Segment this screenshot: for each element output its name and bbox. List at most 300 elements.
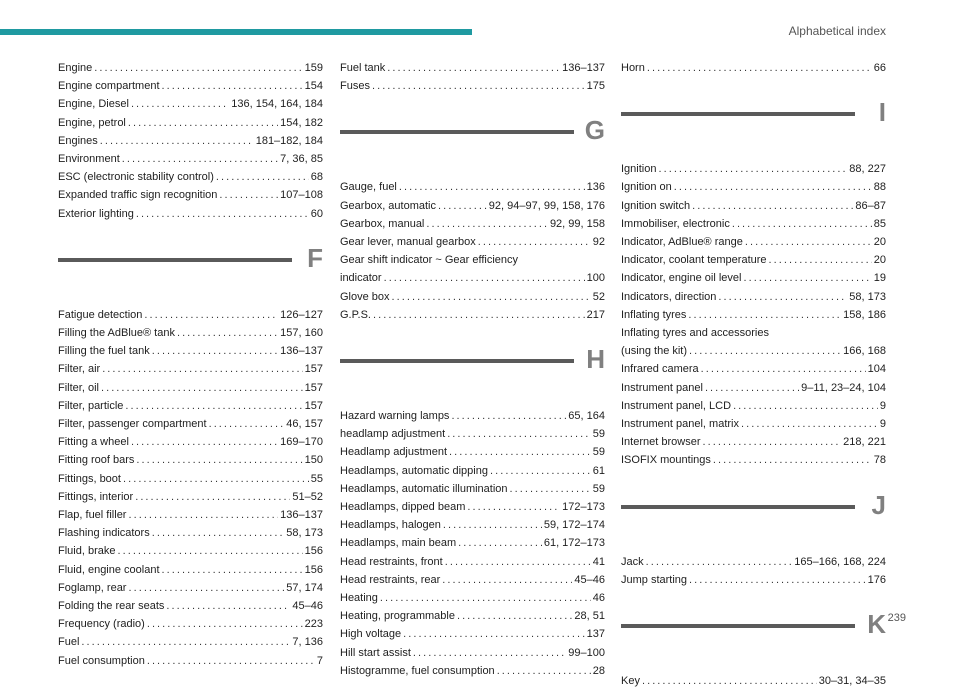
entry-term: Hazard warning lamps (340, 410, 450, 423)
section-header-i (621, 99, 886, 160)
entry-term: Expanded traffic sign recognition (58, 189, 218, 202)
dot-leader (674, 178, 872, 196)
entries-j (621, 553, 886, 589)
entry-pages: 46, 157 (286, 418, 323, 431)
entry-pages: 156 (304, 563, 323, 576)
index-entry (621, 288, 886, 306)
entry-term: Indicator, AdBlue® range (621, 236, 743, 249)
entry-pages: 159 (304, 62, 323, 74)
dot-leader (372, 77, 585, 95)
index-entry (58, 360, 323, 378)
index-entry (340, 251, 605, 269)
dot-leader (442, 571, 572, 589)
entry-term: Exterior lighting (58, 207, 134, 220)
dot-leader (102, 360, 302, 378)
index-entry (340, 644, 605, 662)
index-entry (58, 415, 323, 433)
entry-term: Headlamps, halogen (340, 519, 441, 532)
dot-leader (166, 597, 290, 615)
index-entry (340, 407, 605, 425)
section-divider (58, 258, 292, 262)
index-entry (340, 233, 605, 251)
entry-term: Jack (621, 555, 644, 568)
entry-pages: 176 (867, 573, 886, 586)
entry-pages: 59 (592, 482, 605, 495)
entry-term: Heating, programmable (340, 610, 455, 623)
dot-leader (702, 433, 841, 451)
dot-leader (458, 534, 542, 552)
dot-leader (384, 269, 585, 287)
dot-leader (123, 470, 309, 488)
entry-term: ISOFIX mountings (621, 454, 711, 467)
dot-leader (136, 205, 309, 223)
index-entry (340, 571, 605, 589)
dot-leader (100, 132, 254, 150)
dot-leader (497, 662, 591, 680)
entry-term: Instrument panel, LCD (621, 399, 732, 412)
dot-leader (646, 553, 793, 571)
dot-leader (689, 342, 841, 360)
dot-leader (373, 306, 585, 324)
entry-term: Engine, Diesel (58, 98, 129, 111)
entry-term: Instrument panel, matrix (621, 418, 739, 431)
section-letter: G (584, 115, 605, 146)
index-entry (58, 95, 323, 113)
entry-term: Hill start assist (340, 646, 411, 659)
section-letter: K (867, 609, 886, 640)
entry-term: Immobiliser, electronic (621, 217, 730, 230)
entry-pages: 175 (586, 80, 605, 93)
dot-leader (413, 644, 566, 662)
entry-pages: 28 (592, 664, 605, 677)
index-entry (340, 178, 605, 196)
entry-term: Headlamps, main beam (340, 537, 457, 550)
dot-leader (177, 324, 278, 342)
index-entry (58, 186, 323, 204)
index-entry (621, 251, 886, 269)
dot-leader (144, 306, 278, 324)
index-entry (58, 306, 323, 324)
dot-leader (647, 59, 872, 77)
dot-leader (128, 114, 278, 132)
dot-leader (101, 379, 303, 397)
entry-term: (using the kit) (621, 345, 688, 358)
entry-term: Indicator, engine oil level (621, 272, 742, 285)
entry-pages: 126–127 (280, 308, 323, 321)
entry-term: Fluid, engine coolant (58, 563, 160, 576)
index-entry (621, 451, 886, 469)
entry-pages: 7, 136 (292, 636, 323, 649)
section-letter: F (307, 242, 323, 273)
dot-leader (743, 269, 871, 287)
section-letter: J (871, 489, 886, 520)
entry-term: Engine, petrol (58, 116, 126, 129)
index-entry (58, 379, 323, 397)
entry-term: Fuel (58, 636, 80, 649)
dot-leader (81, 633, 290, 651)
dot-leader (387, 59, 560, 77)
entry-pages: 136–137 (562, 62, 605, 74)
index-entry (58, 433, 323, 451)
entry-pages: 150 (304, 454, 323, 467)
entry-pages: 172–173 (562, 501, 605, 514)
index-column-2 (340, 59, 605, 680)
entry-pages: 136, 154, 164, 184 (231, 98, 323, 111)
entry-pages: 218, 221 (843, 436, 886, 449)
entry-pages: 165–166, 168, 224 (794, 555, 886, 568)
dot-leader (438, 197, 487, 215)
index-entry (621, 672, 886, 690)
entry-pages: 61 (592, 464, 605, 477)
index-entry (58, 633, 323, 651)
index-entry (58, 132, 323, 150)
entry-term: ESC (electronic stability control) (58, 171, 214, 184)
entry-pages: 156 (304, 545, 323, 558)
entry-pages: 166, 168 (843, 345, 886, 358)
index-entry (58, 342, 323, 360)
index-entry (58, 615, 323, 633)
dot-leader (689, 571, 866, 589)
dot-leader (152, 524, 285, 542)
entry-term: Heating (340, 592, 378, 605)
section-header-f (58, 242, 323, 306)
index-entry (340, 462, 605, 480)
entry-term: Fitting roof bars (58, 454, 135, 467)
entry-term: Fatigue detection (58, 308, 143, 321)
index-entry (621, 59, 886, 77)
dot-leader (136, 451, 302, 469)
entry-pages: 59 (592, 428, 605, 441)
entry-term: Headlamps, automatic dipping (340, 464, 488, 477)
index-entry (621, 433, 886, 451)
entry-term: Ignition on (621, 181, 672, 194)
entry-pages: 154 (304, 80, 323, 93)
entry-term: Horn (621, 62, 645, 74)
index-entry (340, 59, 605, 77)
dot-leader (449, 443, 591, 461)
entry-term: Engines (58, 134, 98, 147)
index-entry (340, 197, 605, 215)
dot-leader (147, 615, 303, 633)
section-header-j (621, 489, 886, 553)
entry-pages: 45–46 (574, 573, 605, 586)
dot-leader (467, 498, 560, 516)
dot-leader (94, 59, 302, 77)
entry-term: Infrared camera (621, 363, 699, 376)
index-entry (340, 553, 605, 571)
index-entry (621, 269, 886, 287)
index-entry (621, 324, 886, 342)
entry-term: Fitting a wheel (58, 436, 129, 449)
entry-pages: 169–170 (280, 436, 323, 449)
entry-term: indicator (340, 272, 382, 285)
entry-pages: 41 (592, 555, 605, 568)
entry-term: Fuses (340, 80, 370, 93)
entry-term: High voltage (340, 628, 402, 641)
entry-pages: 19 (873, 272, 886, 285)
entries-h (340, 407, 605, 680)
entry-term: Headlamp adjustment (340, 446, 448, 459)
dot-leader (128, 506, 278, 524)
entry-pages: 9 (879, 399, 886, 412)
dot-leader (426, 215, 548, 233)
index-entry (340, 306, 605, 324)
entry-pages: 57, 174 (286, 581, 323, 594)
entry-pages: 181–182, 184 (255, 134, 323, 147)
index-entry (58, 168, 323, 186)
entry-pages: 157 (304, 363, 323, 376)
dot-leader (642, 672, 817, 690)
dot-leader (147, 652, 315, 670)
index-entry (340, 215, 605, 233)
section-divider (621, 624, 855, 628)
entries-f (58, 306, 323, 670)
index-column-1 (58, 59, 323, 670)
entry-term: Headlamps, dipped beam (340, 501, 466, 514)
entry-term: Fuel consumption (58, 654, 145, 667)
entry-term: Filter, oil (58, 381, 99, 394)
entry-term: Jump starting (621, 573, 688, 586)
entry-pages: 59 (592, 446, 605, 459)
entry-term: Environment (58, 153, 120, 166)
index-entry (621, 215, 886, 233)
dot-leader (128, 579, 284, 597)
entry-term: Fluid, brake (58, 545, 116, 558)
index-entry (58, 488, 323, 506)
dot-leader (741, 415, 878, 433)
entry-pages: 99–100 (568, 646, 605, 659)
entry-term: Filter, air (58, 363, 101, 376)
index-entry (621, 160, 886, 178)
index-entry (621, 178, 886, 196)
index-entry (340, 425, 605, 443)
entry-term: Frequency (radio) (58, 618, 145, 631)
dot-leader (135, 488, 290, 506)
index-entry (58, 652, 323, 670)
entry-pages: 66 (873, 62, 886, 74)
entry-pages: 223 (304, 618, 323, 631)
entry-term: Filter, passenger compartment (58, 418, 207, 431)
dot-leader (769, 251, 872, 269)
dot-leader (478, 233, 591, 251)
section-letter: H (586, 344, 605, 375)
entry-term: Flap, fuel filler (58, 509, 127, 522)
index-entry (340, 662, 605, 680)
index-entry (340, 534, 605, 552)
entry-pages: 88, 227 (849, 163, 886, 176)
entry-pages: 157 (304, 381, 323, 394)
index-entry (58, 451, 323, 469)
index-entry (58, 524, 323, 542)
entry-pages: 45–46 (292, 600, 323, 613)
index-entry (340, 443, 605, 461)
entry-term: Foglamp, rear (58, 581, 127, 594)
dot-leader (403, 625, 584, 643)
index-entry (340, 516, 605, 534)
index-entry (58, 59, 323, 77)
entry-term: Engine (58, 62, 93, 74)
entry-pages: 20 (873, 254, 886, 267)
page-header-title: Alphabetical index (788, 24, 886, 38)
entry-term: Key (621, 675, 640, 688)
entry-pages: 136–137 (280, 345, 323, 358)
dot-leader (718, 288, 847, 306)
entries-horn (621, 59, 886, 77)
entry-term: Gearbox, manual (340, 217, 425, 230)
dot-leader (688, 306, 841, 324)
dot-leader (658, 160, 847, 178)
entries-i (621, 160, 886, 469)
entry-term: Fittings, boot (58, 472, 121, 485)
dot-leader (745, 233, 872, 251)
index-entry (340, 589, 605, 607)
index-entry (340, 625, 605, 643)
dot-leader (219, 186, 278, 204)
index-entry (621, 415, 886, 433)
entry-term: Internet browser (621, 436, 701, 449)
entry-pages: 88 (873, 181, 886, 194)
entry-term: Gauge, fuel (340, 181, 397, 194)
section-header-h (340, 346, 605, 407)
dot-leader (713, 451, 872, 469)
entry-term: Gearbox, automatic (340, 199, 436, 212)
index-entry (340, 480, 605, 498)
index-entry (621, 197, 886, 215)
entry-pages: 30–31, 34–35 (818, 675, 886, 688)
entry-term: Gear lever, manual gearbox (340, 236, 476, 249)
entry-term: Glove box (340, 290, 390, 303)
entry-term: Filter, particle (58, 399, 124, 412)
entry-pages: 59, 172–174 (543, 519, 605, 532)
dot-leader (732, 215, 872, 233)
entry-term: Flashing indicators (58, 527, 150, 540)
entry-term: Indicators, direction (621, 290, 717, 303)
entry-term: Head restraints, rear (340, 573, 441, 586)
section-divider (621, 112, 855, 116)
index-entry (58, 470, 323, 488)
index-entry (58, 579, 323, 597)
dot-leader (705, 379, 799, 397)
entry-pages: 92 (592, 236, 605, 249)
index-entry (621, 571, 886, 589)
section-divider (621, 505, 855, 509)
dot-leader (733, 397, 878, 415)
index-entry (621, 233, 886, 251)
entry-pages: 7, 36, 85 (280, 153, 323, 166)
index-entry (621, 306, 886, 324)
dot-leader (445, 553, 591, 571)
entry-pages: 104 (867, 363, 886, 376)
index-entry (58, 597, 323, 615)
index-entry (58, 506, 323, 524)
dot-leader (125, 397, 302, 415)
dot-leader (131, 433, 278, 451)
dot-leader (443, 516, 542, 534)
entry-pages: 7 (316, 654, 323, 667)
dot-leader (451, 407, 566, 425)
entry-pages: 100 (586, 272, 605, 285)
entry-pages: 86–87 (855, 199, 886, 212)
entry-pages: 136–137 (280, 509, 323, 522)
index-entry (340, 288, 605, 306)
dot-leader (117, 542, 302, 560)
entry-pages: 52 (592, 290, 605, 303)
index-entry (340, 498, 605, 516)
entry-pages: 60 (310, 207, 323, 220)
index-entry (340, 269, 605, 287)
index-entry (340, 607, 605, 625)
index-entry (621, 397, 886, 415)
entry-term: Head restraints, front (340, 555, 443, 568)
dot-leader (380, 589, 591, 607)
dot-leader (510, 480, 591, 498)
entry-pages: 78 (873, 454, 886, 467)
entry-term: Ignition switch (621, 199, 691, 212)
entry-pages: 65, 164 (568, 410, 605, 423)
index-entry (58, 77, 323, 95)
dot-leader (490, 462, 591, 480)
dot-leader (162, 77, 303, 95)
dot-leader (162, 561, 303, 579)
entry-pages: 136 (586, 181, 605, 194)
index-entry (58, 114, 323, 132)
entry-pages: 58, 173 (286, 527, 323, 540)
entry-term: Gear shift indicator ~ Gear efficiency (340, 254, 519, 267)
dot-leader (216, 168, 309, 186)
entry-term: Indicator, coolant temperature (621, 254, 767, 267)
entry-term: Inflating tyres (621, 308, 687, 321)
section-letter: I (878, 97, 886, 128)
entries-k (621, 672, 886, 690)
entry-pages: 157 (304, 399, 323, 412)
entry-term: G.P.S. (340, 308, 371, 321)
entry-pages: 61, 172–173 (543, 537, 605, 550)
dot-leader (122, 150, 278, 168)
index-column-3 (621, 59, 886, 690)
entry-pages: 137 (586, 628, 605, 641)
section-header-k (621, 611, 886, 672)
entry-pages: 20 (873, 236, 886, 249)
entry-term: Instrument panel (621, 381, 703, 394)
index-entry (58, 150, 323, 168)
entry-pages: 55 (310, 472, 323, 485)
entry-pages: 158, 186 (843, 308, 886, 321)
index-entry (340, 77, 605, 95)
entries-e (58, 59, 323, 223)
entry-pages: 9–11, 23–24, 104 (801, 381, 886, 394)
entries-g (340, 178, 605, 324)
index-entry (621, 553, 886, 571)
entry-term: Ignition (621, 163, 657, 176)
index-entry (621, 360, 886, 378)
section-divider (340, 130, 574, 134)
index-entry (58, 561, 323, 579)
index-entry (621, 379, 886, 397)
index-entry (58, 205, 323, 223)
entry-pages: 107–108 (280, 189, 323, 202)
dot-leader (701, 360, 866, 378)
entry-pages: 68 (310, 171, 323, 184)
entry-term: Filling the fuel tank (58, 345, 150, 358)
dot-leader (447, 425, 591, 443)
dot-leader (209, 415, 285, 433)
section-header-g (340, 117, 605, 178)
entry-term: Engine compartment (58, 80, 160, 93)
entry-term: Headlamps, automatic illumination (340, 482, 508, 495)
index-entry (58, 542, 323, 560)
dot-leader (692, 197, 853, 215)
entry-term: Fittings, interior (58, 490, 134, 503)
